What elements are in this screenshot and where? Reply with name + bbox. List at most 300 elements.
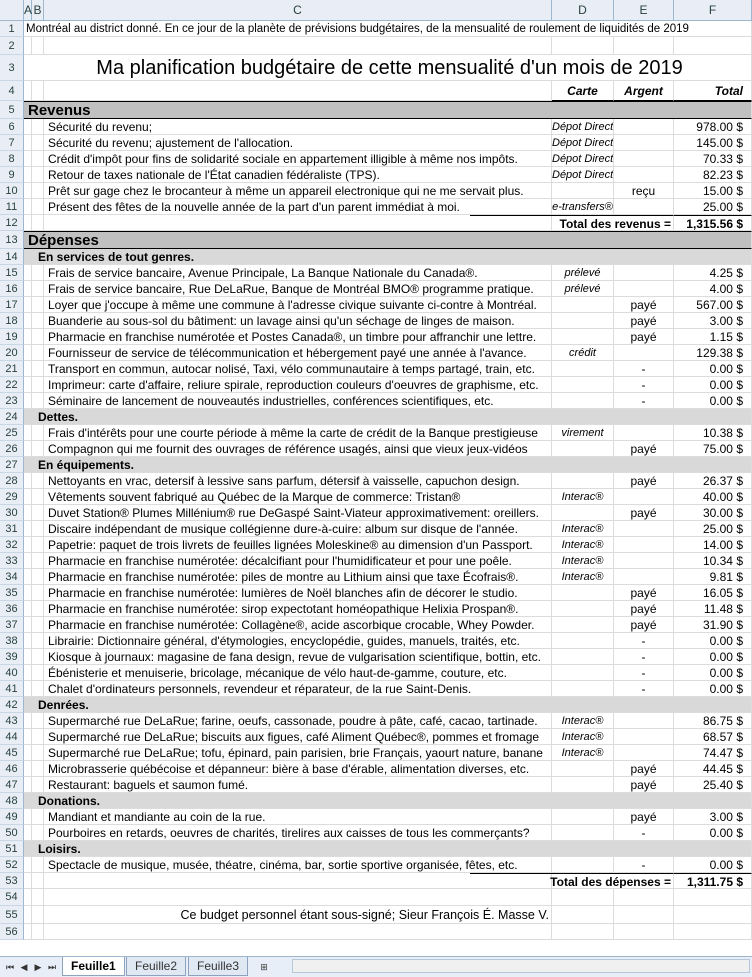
empty-cell[interactable] <box>32 119 44 135</box>
argent-cell[interactable]: payé <box>614 505 674 521</box>
argent-cell[interactable] <box>614 489 674 505</box>
empty-cell[interactable] <box>44 81 552 101</box>
description-cell[interactable]: Frais de service bancaire, Rue DeLaRue, Banque de Montréal BMO® programme pratique. <box>44 281 552 297</box>
total-cell[interactable]: 567.00 $ <box>674 297 752 313</box>
category-header-cell[interactable]: Denrées. <box>24 697 752 713</box>
empty-cell[interactable] <box>24 505 32 521</box>
empty-cell[interactable] <box>32 553 44 569</box>
category-header-cell[interactable]: Donations. <box>24 793 752 809</box>
column-header-a[interactable]: A <box>24 0 32 20</box>
carte-cell[interactable] <box>552 585 614 601</box>
select-all-corner[interactable] <box>0 0 24 20</box>
argent-cell[interactable]: - <box>614 393 674 409</box>
row-header[interactable]: 23 <box>0 393 24 409</box>
argent-cell[interactable]: payé <box>614 473 674 489</box>
empty-cell[interactable] <box>32 425 44 441</box>
argent-cell[interactable]: payé <box>614 585 674 601</box>
total-cell[interactable]: 0.00 $ <box>674 393 752 409</box>
empty-cell[interactable] <box>32 345 44 361</box>
row-header[interactable]: 35 <box>0 585 24 601</box>
empty-cell[interactable] <box>32 265 44 281</box>
row-header[interactable]: 48 <box>0 793 24 809</box>
argent-cell[interactable] <box>614 119 674 135</box>
argent-cell[interactable] <box>614 281 674 297</box>
argent-cell[interactable]: payé <box>614 297 674 313</box>
carte-cell[interactable]: Interac® <box>552 521 614 537</box>
row-header[interactable]: 29 <box>0 489 24 505</box>
row-header[interactable]: 52 <box>0 857 24 873</box>
carte-cell[interactable] <box>552 441 614 457</box>
argent-cell[interactable]: - <box>614 377 674 393</box>
empty-cell[interactable] <box>24 425 32 441</box>
empty-cell[interactable] <box>674 924 752 940</box>
empty-cell[interactable] <box>32 681 44 697</box>
row-header[interactable]: 3 <box>0 55 24 81</box>
description-cell[interactable]: Supermarché rue DeLaRue; farine, oeufs, cassonade, poudre à pâte, café, cacao, tartinade. <box>44 713 552 729</box>
row-header[interactable]: 40 <box>0 665 24 681</box>
row-header[interactable]: 9 <box>0 167 24 183</box>
depenses-section-header[interactable]: Dépenses <box>24 231 752 249</box>
total-cell[interactable]: 75.00 $ <box>674 441 752 457</box>
empty-cell[interactable] <box>24 857 32 873</box>
argent-cell[interactable] <box>614 135 674 151</box>
argent-cell[interactable]: - <box>614 825 674 841</box>
empty-cell[interactable] <box>24 633 32 649</box>
empty-cell[interactable] <box>32 199 44 215</box>
row-header[interactable]: 27 <box>0 457 24 473</box>
description-cell[interactable]: Frais de service bancaire, Avenue Principale, La Banque Nationale du Canada®. <box>44 265 552 281</box>
total-cell[interactable]: 3.00 $ <box>674 313 752 329</box>
carte-cell[interactable] <box>552 313 614 329</box>
empty-cell[interactable] <box>552 924 614 940</box>
row-header[interactable]: 1 <box>0 21 24 37</box>
row-header[interactable]: 26 <box>0 441 24 457</box>
empty-cell[interactable] <box>24 167 32 183</box>
row-header[interactable]: 15 <box>0 265 24 281</box>
empty-cell[interactable] <box>24 151 32 167</box>
argent-cell[interactable]: payé <box>614 761 674 777</box>
row-header[interactable]: 8 <box>0 151 24 167</box>
empty-cell[interactable] <box>32 37 44 55</box>
empty-cell[interactable] <box>32 729 44 745</box>
argent-cell[interactable] <box>614 729 674 745</box>
argent-cell[interactable]: payé <box>614 777 674 793</box>
empty-cell[interactable] <box>44 37 552 55</box>
row-header[interactable]: 21 <box>0 361 24 377</box>
total-cell[interactable]: 10.38 $ <box>674 425 752 441</box>
description-cell[interactable]: Retour de taxes nationale de l'État canadien fédéraliste (TPS). <box>44 167 552 183</box>
empty-cell[interactable] <box>24 825 32 841</box>
total-depenses-value[interactable]: 1,311.75 $ <box>674 873 752 889</box>
revenus-section-header[interactable]: Revenus <box>24 101 752 119</box>
description-cell[interactable]: Pharmacie en franchise numérotée: lumières de Noël blanches afin de décorer le studio. <box>44 585 552 601</box>
empty-cell[interactable] <box>24 521 32 537</box>
total-cell[interactable]: 11.48 $ <box>674 601 752 617</box>
empty-cell[interactable] <box>552 906 614 924</box>
total-cell[interactable]: 0.00 $ <box>674 825 752 841</box>
argent-header-cell[interactable]: Argent <box>614 81 674 101</box>
row-header[interactable]: 17 <box>0 297 24 313</box>
description-cell[interactable]: Pourboires en retards, oeuvres de charités, tirelires aux caisses de tous les commerçants? <box>44 825 552 841</box>
carte-header-cell[interactable]: Carte <box>552 81 614 101</box>
empty-cell[interactable] <box>32 713 44 729</box>
empty-cell[interactable] <box>24 924 32 940</box>
empty-cell[interactable] <box>24 361 32 377</box>
row-header[interactable]: 50 <box>0 825 24 841</box>
empty-cell[interactable] <box>32 377 44 393</box>
empty-cell[interactable] <box>32 585 44 601</box>
total-cell[interactable]: 0.00 $ <box>674 649 752 665</box>
description-cell[interactable]: Supermarché rue DeLaRue; biscuits aux figues, café Aliment Québec®, pommes et fromage <box>44 729 552 745</box>
empty-cell[interactable] <box>32 809 44 825</box>
row-header[interactable]: 41 <box>0 681 24 697</box>
first-sheet-icon[interactable]: ⏮ <box>5 962 15 972</box>
description-cell[interactable]: Loyer que j'occupe à même une commune à l'adresse civique suivante ci-contre à Montréal. <box>44 297 552 313</box>
argent-cell[interactable] <box>614 167 674 183</box>
empty-cell[interactable] <box>24 537 32 553</box>
carte-cell[interactable]: Dépot Direct <box>552 121 614 133</box>
carte-cell[interactable] <box>552 809 614 825</box>
empty-cell[interactable] <box>24 873 32 889</box>
argent-cell[interactable]: payé <box>614 601 674 617</box>
description-cell[interactable]: Fournisseur de service de télécommunication et hébergement payé une année à l'avance. <box>44 345 552 361</box>
total-cell[interactable]: 0.00 $ <box>674 377 752 393</box>
column-header-b[interactable]: B <box>32 0 44 20</box>
signature-cell[interactable]: Ce budget personnel étant sous-signé; Sieur François É. Masse V. <box>44 906 552 924</box>
row-header[interactable]: 20 <box>0 345 24 361</box>
description-cell[interactable]: Pharmacie en franchise numérotée: Collagène®, acide ascorbique crocable, Whey Powder. <box>44 617 552 633</box>
argent-cell[interactable]: - <box>614 649 674 665</box>
carte-cell[interactable] <box>552 761 614 777</box>
argent-cell[interactable]: - <box>614 857 674 873</box>
description-cell[interactable]: Discaire indépendant de musique collégienne dure-à-cuire: album sur disque de l'année. <box>44 521 552 537</box>
carte-cell[interactable] <box>552 601 614 617</box>
row-header[interactable]: 44 <box>0 729 24 745</box>
empty-cell[interactable] <box>32 924 44 940</box>
row-header[interactable]: 19 <box>0 329 24 345</box>
row-header[interactable]: 54 <box>0 889 24 906</box>
empty-cell[interactable] <box>32 473 44 489</box>
total-cell[interactable]: 25.40 $ <box>674 777 752 793</box>
next-sheet-icon[interactable]: ▶ <box>34 962 42 972</box>
carte-cell[interactable] <box>552 681 614 697</box>
empty-cell[interactable] <box>24 665 32 681</box>
carte-cell[interactable] <box>552 377 614 393</box>
description-cell[interactable]: Restaurant: baguels et saumon fumé. <box>44 777 552 793</box>
argent-cell[interactable] <box>614 745 674 761</box>
total-cell[interactable]: 16.05 $ <box>674 585 752 601</box>
row-header[interactable]: 22 <box>0 377 24 393</box>
total-cell[interactable]: 0.00 $ <box>674 857 752 873</box>
empty-cell[interactable] <box>24 809 32 825</box>
argent-cell[interactable] <box>614 199 674 215</box>
description-cell[interactable]: Duvet Station® Plumes Millénium® rue DeGaspé Saint-Viateur approximativement: oreillers. <box>44 505 552 521</box>
row-header[interactable]: 14 <box>0 249 24 265</box>
row-header[interactable]: 30 <box>0 505 24 521</box>
description-cell[interactable]: Mandiant et mandiante au coin de la rue. <box>44 809 552 825</box>
carte-cell[interactable]: Interac® <box>552 729 614 745</box>
row-header[interactable]: 6 <box>0 119 24 135</box>
empty-cell[interactable] <box>32 889 44 906</box>
empty-cell[interactable] <box>24 135 32 151</box>
description-cell[interactable]: Crédit d'impôt pour fins de solidarité sociale en appartement illigible à même nos impôts. <box>44 151 552 167</box>
total-cell[interactable]: 30.00 $ <box>674 505 752 521</box>
row-header[interactable]: 5 <box>0 101 24 119</box>
argent-cell[interactable] <box>614 425 674 441</box>
description-cell[interactable]: Nettoyants en vrac, detersif à lessive sans parfum, détersif à vaisselle, capuchon design. <box>44 473 552 489</box>
empty-cell[interactable] <box>24 569 32 585</box>
carte-cell[interactable] <box>552 393 614 409</box>
empty-cell[interactable] <box>24 81 32 101</box>
total-revenus-label[interactable]: Total des revenus = <box>470 215 674 231</box>
carte-cell[interactable] <box>552 297 614 313</box>
empty-cell[interactable] <box>24 329 32 345</box>
carte-cell[interactable]: e-transfers® <box>552 201 613 213</box>
category-header-cell[interactable]: En services de tout genres. <box>24 249 752 265</box>
empty-cell[interactable] <box>24 199 32 215</box>
row-header[interactable]: 47 <box>0 777 24 793</box>
description-cell[interactable]: Pharmacie en franchise numérotée: piles de montre au Lithium ainsi que taxe Écofrais®. <box>44 569 552 585</box>
empty-cell[interactable] <box>32 167 44 183</box>
description-cell[interactable]: Imprimeur: carte d'affaire, reliure spirale, reproduction couleurs d'oeuvres de graphisme, etc. <box>44 377 552 393</box>
empty-cell[interactable] <box>24 585 32 601</box>
description-cell[interactable]: Transport en commun, autocar nolisé, Taxi, vélo communautaire à temps partagé, train, etc. <box>44 361 552 377</box>
carte-cell[interactable]: Interac® <box>552 745 614 761</box>
empty-cell[interactable] <box>32 873 44 889</box>
carte-cell[interactable]: Dépot Direct <box>552 169 614 181</box>
empty-cell[interactable] <box>32 81 44 101</box>
empty-cell[interactable] <box>24 761 32 777</box>
description-cell[interactable]: Pharmacie en franchise numérotée: décalcifiant pour l'humidificateur et pour une poêle. <box>44 553 552 569</box>
argent-cell[interactable]: - <box>614 681 674 697</box>
empty-cell[interactable] <box>24 265 32 281</box>
total-cell[interactable]: 10.34 $ <box>674 553 752 569</box>
argent-cell[interactable] <box>614 151 674 167</box>
row-header[interactable]: 55 <box>0 906 24 924</box>
empty-cell[interactable] <box>24 119 32 135</box>
description-cell[interactable]: Pharmacie en franchise numérotée: sirop expectotant homéopathique Helixia Prospan®. <box>44 601 552 617</box>
row-header[interactable]: 33 <box>0 553 24 569</box>
row-header[interactable]: 32 <box>0 537 24 553</box>
total-cell[interactable]: 978.00 $ <box>674 119 752 135</box>
description-cell[interactable]: Buanderie au sous-sol du bâtiment: un lavage ainsi qu'un séchage de linges de maison. <box>44 313 552 329</box>
empty-cell[interactable] <box>44 889 552 906</box>
argent-cell[interactable] <box>614 553 674 569</box>
description-cell[interactable]: Frais d'intérêts pour une courte période à même la carte de crédit de la Banque prestigieuse <box>44 425 552 441</box>
row-header[interactable]: 37 <box>0 617 24 633</box>
empty-cell[interactable] <box>24 297 32 313</box>
argent-cell[interactable]: - <box>614 361 674 377</box>
argent-cell[interactable]: payé <box>614 809 674 825</box>
empty-cell[interactable] <box>32 761 44 777</box>
empty-cell[interactable] <box>24 713 32 729</box>
carte-cell[interactable]: virement <box>552 425 614 441</box>
description-cell[interactable]: Pharmacie en franchise numérotée et Postes Canada®, un timbre pour affranchir une lettre. <box>44 329 552 345</box>
empty-cell[interactable] <box>24 601 32 617</box>
row-header[interactable]: 45 <box>0 745 24 761</box>
carte-cell[interactable] <box>552 329 614 345</box>
empty-cell[interactable] <box>32 601 44 617</box>
empty-cell[interactable] <box>32 857 44 873</box>
total-depenses-label[interactable]: Total des dépenses = <box>470 873 674 889</box>
empty-cell[interactable] <box>614 37 674 55</box>
row-header[interactable]: 31 <box>0 521 24 537</box>
empty-cell[interactable] <box>32 281 44 297</box>
carte-cell[interactable]: Interac® <box>552 553 614 569</box>
total-cell[interactable]: 0.00 $ <box>674 361 752 377</box>
description-cell[interactable]: Sécurité du revenu; ajustement de l'allocation. <box>44 135 552 151</box>
empty-cell[interactable] <box>32 777 44 793</box>
argent-cell[interactable]: payé <box>614 617 674 633</box>
row-header[interactable]: 2 <box>0 37 24 55</box>
empty-cell[interactable] <box>24 649 32 665</box>
total-cell[interactable]: 15.00 $ <box>674 183 752 199</box>
empty-cell[interactable] <box>24 281 32 297</box>
carte-cell[interactable] <box>552 183 614 199</box>
description-cell[interactable]: Microbrasserie québécoise et dépanneur: bière à base d'érable, alimentation diverses, etc. <box>44 761 552 777</box>
prev-sheet-icon[interactable]: ◀ <box>20 962 28 972</box>
total-cell[interactable]: 40.00 $ <box>674 489 752 505</box>
row-header[interactable]: 56 <box>0 924 24 940</box>
empty-cell[interactable] <box>32 151 44 167</box>
argent-cell[interactable] <box>614 713 674 729</box>
empty-cell[interactable] <box>614 924 674 940</box>
row-header[interactable]: 24 <box>0 409 24 425</box>
argent-cell[interactable] <box>614 345 674 361</box>
argent-cell[interactable]: - <box>614 665 674 681</box>
total-cell[interactable]: 82.23 $ <box>674 167 752 183</box>
description-cell[interactable]: Vêtements souvent fabriqué au Québec de la Marque de commerce: Tristan® <box>44 489 552 505</box>
argent-cell[interactable]: payé <box>614 313 674 329</box>
description-cell[interactable]: Spectacle de musique, musée, théatre, cinéma, bar, sortie sportive organisée, fêtes, etc. <box>44 857 552 873</box>
description-cell[interactable]: Kiosque à journaux: magasine de fana design, revue de vulgarisation scientifique, bottin, etc. <box>44 649 552 665</box>
empty-cell[interactable] <box>24 377 32 393</box>
total-cell[interactable]: 0.00 $ <box>674 665 752 681</box>
total-cell[interactable]: 31.90 $ <box>674 617 752 633</box>
row-header[interactable]: 28 <box>0 473 24 489</box>
column-header-e[interactable]: E <box>614 0 674 20</box>
empty-cell[interactable] <box>674 906 752 924</box>
row-header[interactable]: 43 <box>0 713 24 729</box>
empty-cell[interactable] <box>32 297 44 313</box>
empty-cell[interactable] <box>552 889 614 906</box>
carte-cell[interactable] <box>552 505 614 521</box>
carte-cell[interactable]: Interac® <box>552 489 614 505</box>
total-revenus-value[interactable]: 1,315.56 $ <box>674 215 752 231</box>
sheet-tab-feuille1[interactable]: Feuille1 <box>62 957 125 976</box>
row-header[interactable]: 11 <box>0 199 24 215</box>
total-cell[interactable]: 145.00 $ <box>674 135 752 151</box>
row-header[interactable]: 13 <box>0 231 24 249</box>
row-header[interactable]: 25 <box>0 425 24 441</box>
total-cell[interactable]: 3.00 $ <box>674 809 752 825</box>
empty-cell[interactable] <box>32 361 44 377</box>
empty-cell[interactable] <box>32 825 44 841</box>
row-header[interactable]: 38 <box>0 633 24 649</box>
description-cell[interactable]: Chalet d'ordinateurs personnels, revendeur et réparateur, de la rue Saint-Denis. <box>44 681 552 697</box>
insert-sheet-icon[interactable]: ⊞ <box>260 962 268 972</box>
total-cell[interactable]: 9.81 $ <box>674 569 752 585</box>
empty-cell[interactable] <box>32 183 44 199</box>
argent-cell[interactable] <box>614 569 674 585</box>
carte-cell[interactable]: Interac® <box>552 713 614 729</box>
row-header[interactable]: 39 <box>0 649 24 665</box>
empty-cell[interactable] <box>614 889 674 906</box>
last-sheet-icon[interactable]: ⏭ <box>47 962 57 972</box>
carte-cell[interactable] <box>552 617 614 633</box>
description-cell[interactable]: Sécurité du revenu; <box>44 119 552 135</box>
row-header[interactable]: 16 <box>0 281 24 297</box>
empty-cell[interactable] <box>24 393 32 409</box>
empty-cell[interactable] <box>32 633 44 649</box>
empty-cell[interactable] <box>24 906 32 924</box>
empty-cell[interactable] <box>44 924 552 940</box>
row-header[interactable]: 49 <box>0 809 24 825</box>
total-cell[interactable]: 26.37 $ <box>674 473 752 489</box>
intro-line-cell[interactable]: Montréal au district donné. En ce jour de la planète de prévisions budgétaires, de la mensualité de roulement de liquidités de 2019 <box>24 21 752 37</box>
empty-cell[interactable] <box>32 329 44 345</box>
carte-cell[interactable]: prélevé <box>552 281 614 297</box>
horizontal-scrollbar[interactable] <box>292 959 750 973</box>
total-cell[interactable]: 14.00 $ <box>674 537 752 553</box>
empty-cell[interactable] <box>614 906 674 924</box>
carte-cell[interactable] <box>552 665 614 681</box>
total-cell[interactable]: 74.47 $ <box>674 745 752 761</box>
argent-cell[interactable]: reçu <box>614 183 674 199</box>
row-header[interactable]: 34 <box>0 569 24 585</box>
row-header[interactable]: 10 <box>0 183 24 199</box>
description-cell[interactable]: Papetrie: paquet de trois livrets de feuilles lignées Moleskine® au dimension d'un Passport. <box>44 537 552 553</box>
empty-cell[interactable] <box>32 521 44 537</box>
row-header[interactable]: 7 <box>0 135 24 151</box>
carte-cell[interactable] <box>552 649 614 665</box>
description-cell[interactable]: Compagnon qui me fournit des ouvrages de référence usagés, ainsi que vieux jeux-vidéos <box>44 441 552 457</box>
category-header-cell[interactable]: En équipements. <box>24 457 752 473</box>
description-cell[interactable]: Séminaire de lancement de nouveautés industrielles, conférences scientifiques, etc. <box>44 393 552 409</box>
total-cell[interactable]: 4.25 $ <box>674 265 752 281</box>
carte-cell[interactable]: Interac® <box>552 569 614 585</box>
empty-cell[interactable] <box>24 729 32 745</box>
row-header[interactable]: 18 <box>0 313 24 329</box>
total-cell[interactable]: 25.00 $ <box>674 199 752 215</box>
row-header[interactable]: 42 <box>0 697 24 713</box>
argent-cell[interactable] <box>614 537 674 553</box>
total-cell[interactable]: 44.45 $ <box>674 761 752 777</box>
carte-cell[interactable] <box>552 777 614 793</box>
empty-cell[interactable] <box>24 473 32 489</box>
empty-cell[interactable] <box>24 553 32 569</box>
row-header[interactable]: 46 <box>0 761 24 777</box>
row-header[interactable]: 36 <box>0 601 24 617</box>
total-cell[interactable]: 4.00 $ <box>674 281 752 297</box>
empty-cell[interactable] <box>674 889 752 906</box>
total-cell[interactable]: 129.38 $ <box>674 345 752 361</box>
empty-cell[interactable] <box>32 215 44 231</box>
empty-cell[interactable] <box>24 889 32 906</box>
total-cell[interactable]: 0.00 $ <box>674 633 752 649</box>
empty-cell[interactable] <box>24 37 32 55</box>
carte-cell[interactable] <box>552 633 614 649</box>
empty-cell[interactable] <box>32 649 44 665</box>
empty-cell[interactable] <box>24 681 32 697</box>
carte-cell[interactable]: Interac® <box>552 537 614 553</box>
carte-cell[interactable] <box>552 825 614 841</box>
argent-cell[interactable] <box>614 521 674 537</box>
empty-cell[interactable] <box>552 37 614 55</box>
description-cell[interactable]: Supermarché rue DeLaRue; tofu, épinard, pain parisien, brie Français, yaourt nature, banane <box>44 745 552 761</box>
carte-cell[interactable]: crédit <box>552 345 614 361</box>
row-header[interactable]: 12 <box>0 215 24 231</box>
